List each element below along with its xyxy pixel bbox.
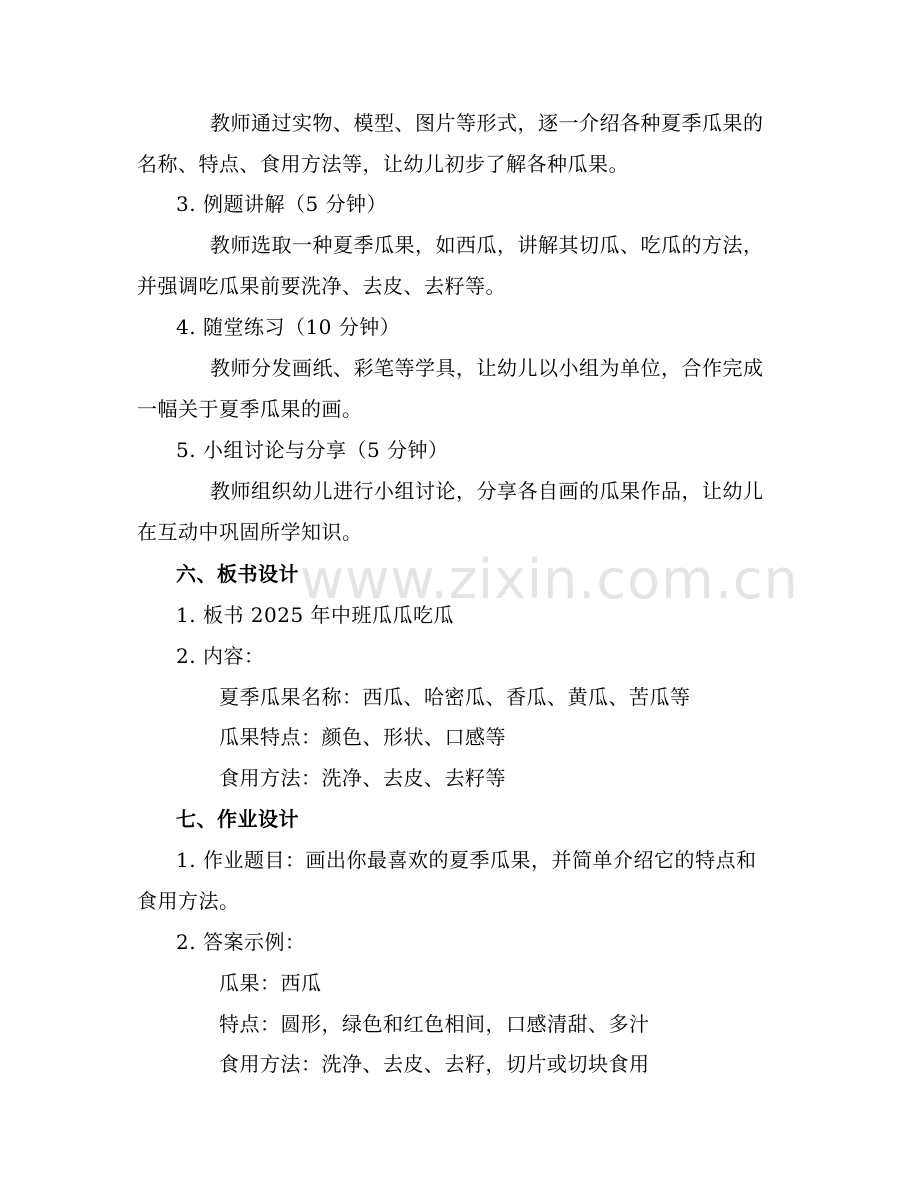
paragraph-line: 并强调吃瓜果前要洗净、去皮、去籽等。 xyxy=(137,274,506,298)
list-item: 2. 答案示例： xyxy=(176,930,306,954)
list-item: 4. 随堂练习（10 分钟） xyxy=(176,315,401,339)
paragraph-line: 名称、特点、食用方法等，让幼儿初步了解各种瓜果。 xyxy=(137,152,629,176)
list-item: 3. 例题讲解（5 分钟） xyxy=(176,192,388,216)
paragraph-line: 食用方法。 xyxy=(137,889,240,913)
paragraph-line: 教师选取一种夏季瓜果，如西瓜，讲解其切瓜、吃瓜的方法， xyxy=(210,233,764,257)
list-item: 2. 内容： xyxy=(176,644,265,668)
paragraph-line: 一幅关于夏季瓜果的画。 xyxy=(137,397,363,421)
paragraph-line: 教师通过实物、模型、图片等形式，逐一介绍各种夏季瓜果的 xyxy=(210,111,764,135)
list-item: 1. 作业题目：画出你最喜欢的夏季瓜果，并简单介绍它的特点和 xyxy=(176,848,757,872)
answer-line: 瓜果：西瓜 xyxy=(219,971,322,995)
paragraph-line: 在互动中巩固所学知识。 xyxy=(137,520,363,544)
list-item: 5. 小组讨论与分享（5 分钟） xyxy=(176,438,449,462)
section-heading: 七、作业设计 xyxy=(176,807,299,831)
section-heading: 六、板书设计 xyxy=(176,562,299,586)
answer-line: 特点：圆形，绿色和红色相间，口感清甜、多汁 xyxy=(219,1012,650,1036)
watermark: www.zixin.com.cn xyxy=(300,548,799,611)
answer-line: 食用方法：洗净、去皮、去籽，切片或切块食用 xyxy=(219,1052,650,1076)
list-item: 1. 板书 2025 年中班瓜瓜吃瓜 xyxy=(176,603,455,627)
paragraph-line: 教师组织幼儿进行小组讨论，分享各自画的瓜果作品，让幼儿 xyxy=(210,479,764,503)
board-content-line: 食用方法：洗净、去皮、去籽等 xyxy=(219,766,506,790)
board-content-line: 夏季瓜果名称：西瓜、哈密瓜、香瓜、黄瓜、苦瓜等 xyxy=(219,685,691,709)
board-content-line: 瓜果特点：颜色、形状、口感等 xyxy=(219,725,506,749)
paragraph-line: 教师分发画纸、彩笔等学具，让幼儿以小组为单位，合作完成 xyxy=(210,356,764,380)
